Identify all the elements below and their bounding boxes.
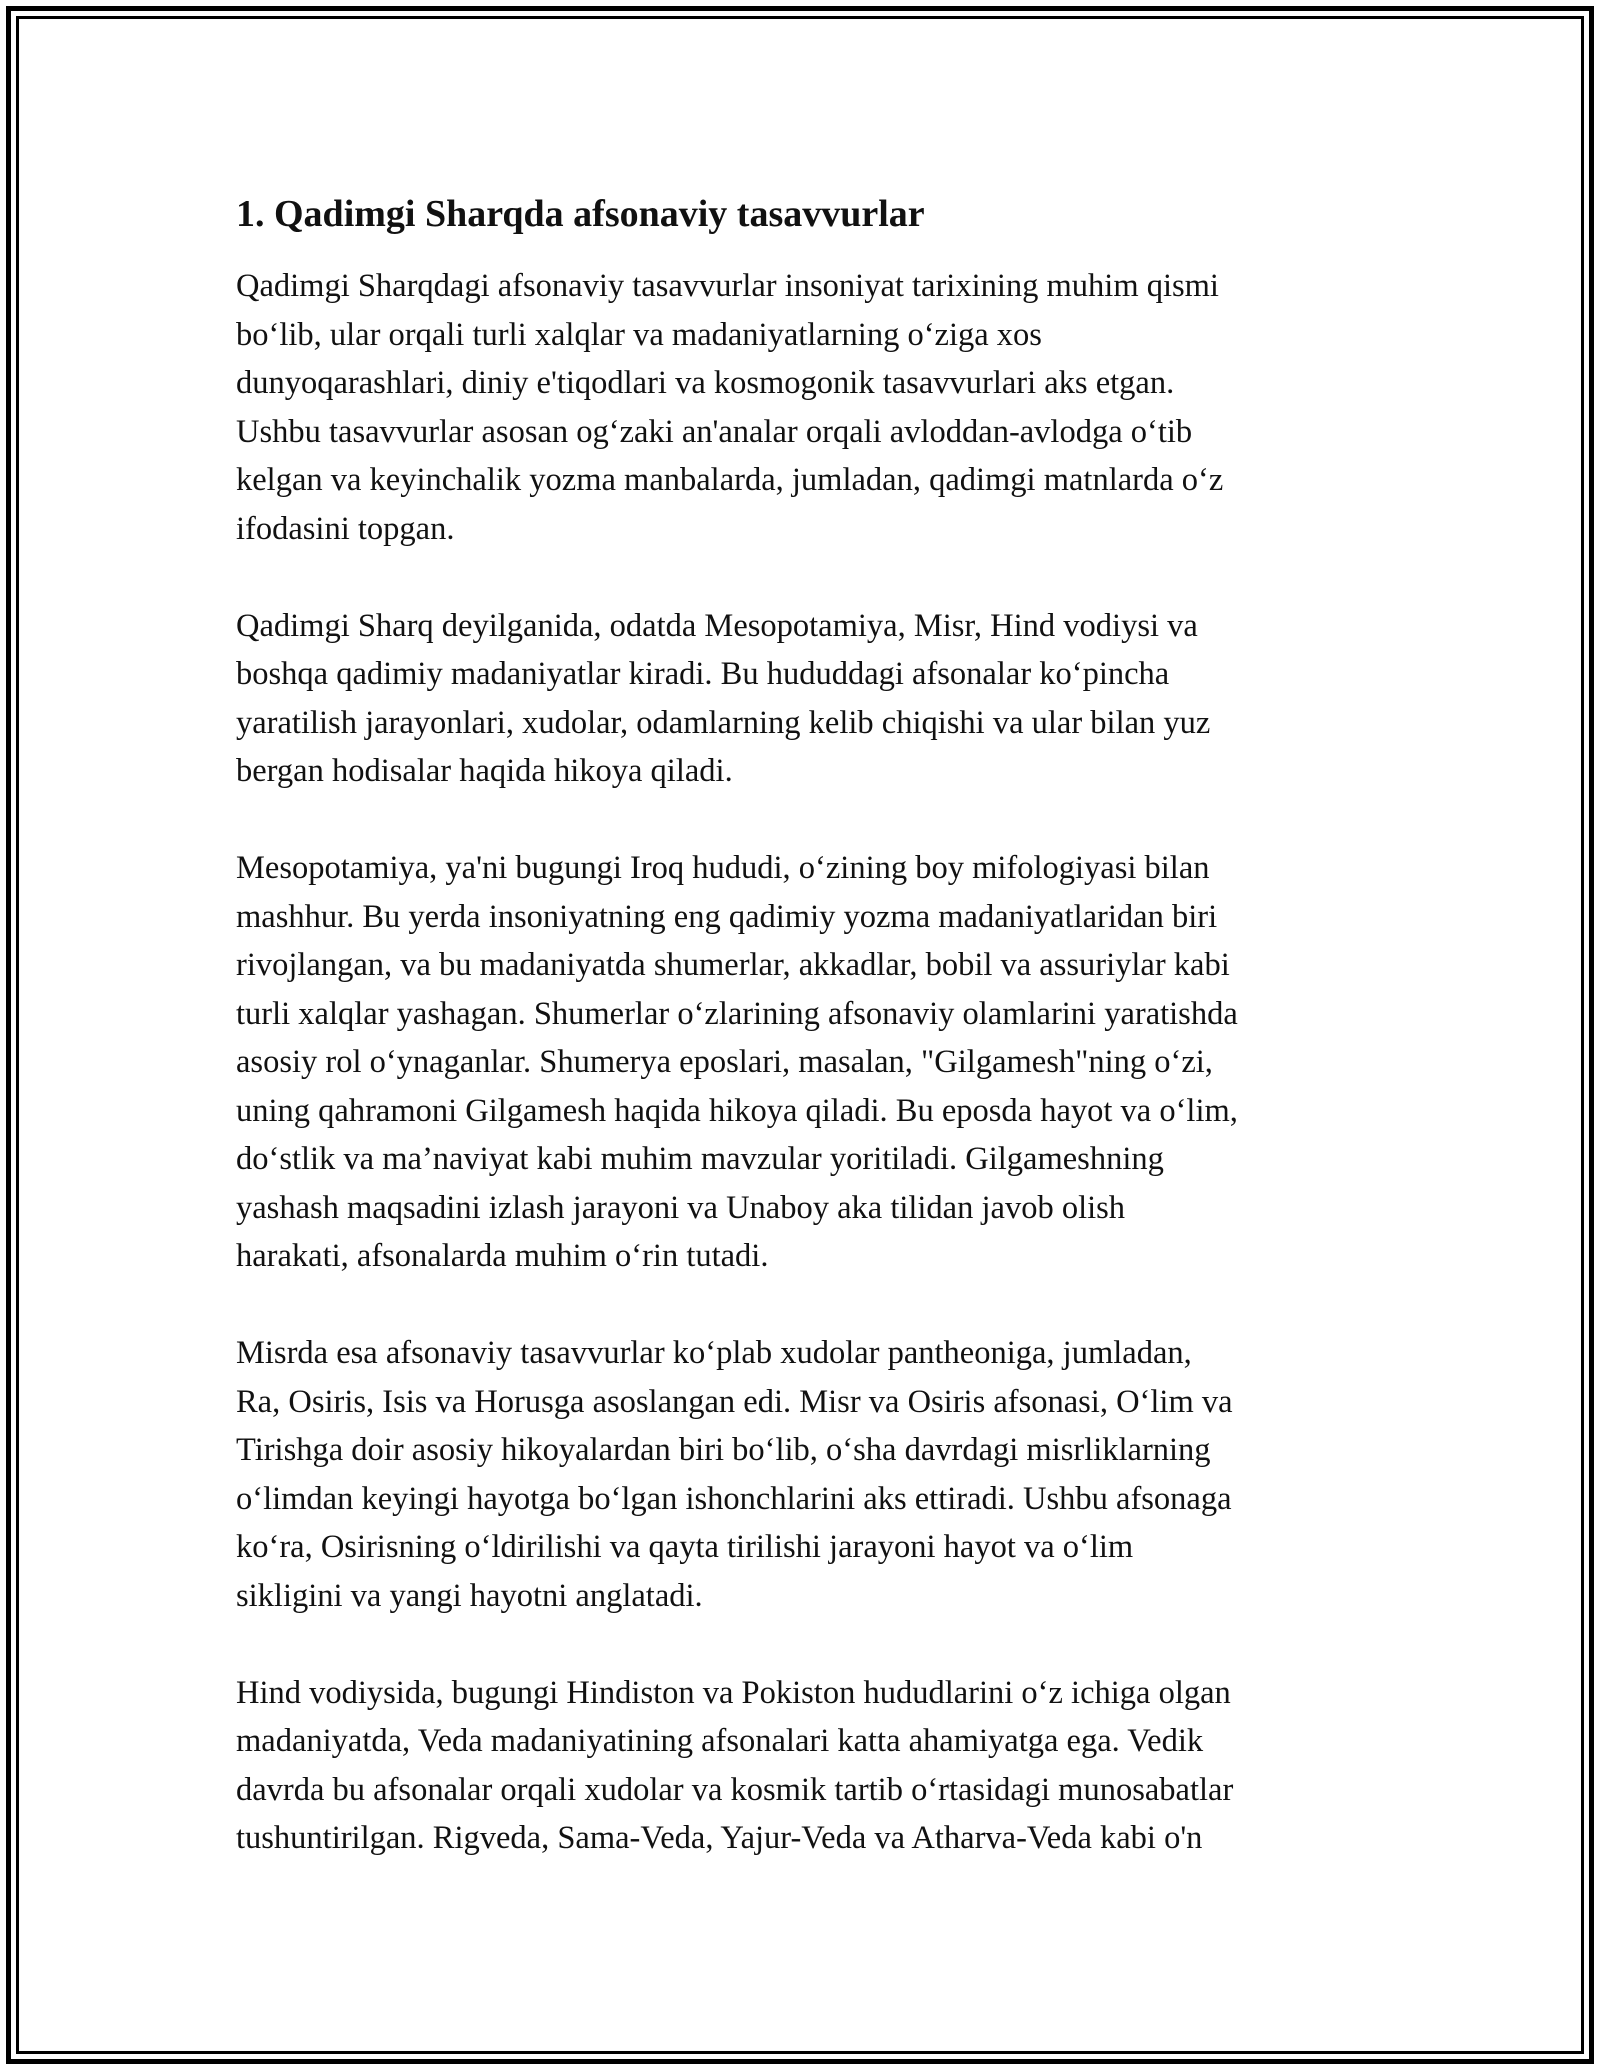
paragraph (236, 844, 1376, 1281)
paragraph-line: Qadimgi Sharq deyilganida, odatda Mesopotamiya, Misr, Hind vodiysi va (236, 607, 1198, 644)
paragraph-line: ko‘ra, Osirisning o‘ldirilishi va qayta tirilishi jarayoni hayot va o‘lim (236, 1529, 1134, 1565)
paragraph-line: boshqa qadimiy madaniyatlar kiradi. Bu hududdagi afsonalar ko‘pincha (236, 656, 1170, 692)
paragraph-line: mashhur. Bu yerda insoniyatning eng qadimiy yozma madaniyatlaridan biri (236, 898, 1218, 935)
paragraph-line: Mesopotamiya, ya'ni bugungi Iroq hududi, o‘zining boy mifologiyasi bilan (236, 850, 1210, 886)
paragraph (236, 1329, 1376, 1620)
paragraph-line: kelgan va keyinchalik yozma manbalarda, jumladan, qadimgi matnlarda o‘z (236, 462, 1224, 498)
paragraph-line: bergan hodisalar haqida hikoya qiladi. (236, 753, 733, 789)
paragraph (236, 262, 1376, 553)
paragraph-line: asosiy rol o‘ynaganlar. Shumerya eposlari, masalan, "Gilgamesh"ning o‘zi, (236, 1044, 1213, 1080)
paragraph-line: davrda bu afsonalar orqali xudolar va kosmik tartib o‘rtasidagi munosabatlar (236, 1771, 1234, 1808)
paragraph-line: do‘stlik va ma’naviyat kabi muhim mavzular yoritiladi. Gilgameshning (236, 1141, 1164, 1177)
paragraph-line: yashash maqsadini izlash jarayoni va Unaboy aka tilidan javob olish (236, 1189, 1126, 1226)
paragraph-line: Misrda esa afsonaviy tasavvurlar ko‘plab xudolar pantheoniga, jumladan, (236, 1335, 1192, 1371)
paragraph-line: turli xalqlar yashagan. Shumerlar o‘zlarining afsonaviy olamlarini yaratishda (236, 995, 1238, 1032)
paragraph-line: sikligini va yangi hayotni anglatadi. (236, 1577, 703, 1614)
paragraph-line: uning qahramoni Gilgamesh haqida hikoya qiladi. Bu eposda hayot va o‘lim, (236, 1092, 1238, 1129)
paragraph (236, 602, 1376, 796)
paragraph-line: o‘limdan keyingi hayotga bo‘lgan ishonchlarini aks ettiradi. Ushbu afsonaga (236, 1480, 1232, 1517)
paragraph-line: madaniyatda, Veda madaniyatining afsonalari katta ahamiyatga ega. Vedik (236, 1723, 1204, 1759)
paragraph-line: ifodasini topgan. (236, 510, 455, 547)
paragraph-line: Qadimgi Sharqdagi afsonaviy tasavvurlar insoniyat tarixining muhim qismi (236, 268, 1219, 304)
paragraph-line: tushuntirilgan. Rigveda, Sama-Veda, Yajur-Veda va Atharva-Veda kabi o'n (236, 1820, 1203, 1856)
paragraph-line: Ra, Osiris, Isis va Horusga asoslangan edi. Misr va Osiris afsonasi, O‘lim va (236, 1383, 1233, 1420)
paragraph-line: yaratilish jarayonlari, xudolar, odamlarning kelib chiqishi va ular bilan yuz (236, 704, 1211, 741)
document-body (236, 186, 1376, 1911)
paragraph-line: dunyoqarashlari, diniy e'tiqodlari va kosmogonik tasavvurlari aks etgan. (236, 365, 1175, 401)
paragraph-list (236, 262, 1376, 1863)
paragraph-line: rivojlangan, va bu madaniyatda shumerlar, akkadlar, bobil va assuriylar kabi (236, 947, 1230, 983)
paragraph (236, 1669, 1376, 1863)
paragraph-line: Ushbu tasavvurlar asosan og‘zaki an'analar orqali avloddan-avlodga o‘tib (236, 413, 1193, 450)
paragraph-line: Tirishga doir asosiy hikoyalardan biri bo‘lib, o‘sha davrdagi misrliklarning (236, 1432, 1211, 1468)
paragraph-line: Hind vodiysida, bugungi Hindiston va Pokiston hududlarini o‘z ichiga olgan (236, 1674, 1231, 1711)
paragraph-line: harakati, afsonalarda muhim o‘rin tutadi. (236, 1238, 769, 1274)
paragraph-line: bo‘lib, ular orqali turli xalqlar va madaniyatlarning o‘ziga xos (236, 316, 1042, 353)
section-heading: 1. Qadimgi Sharqda afsonaviy tasavvurlar (236, 193, 925, 235)
